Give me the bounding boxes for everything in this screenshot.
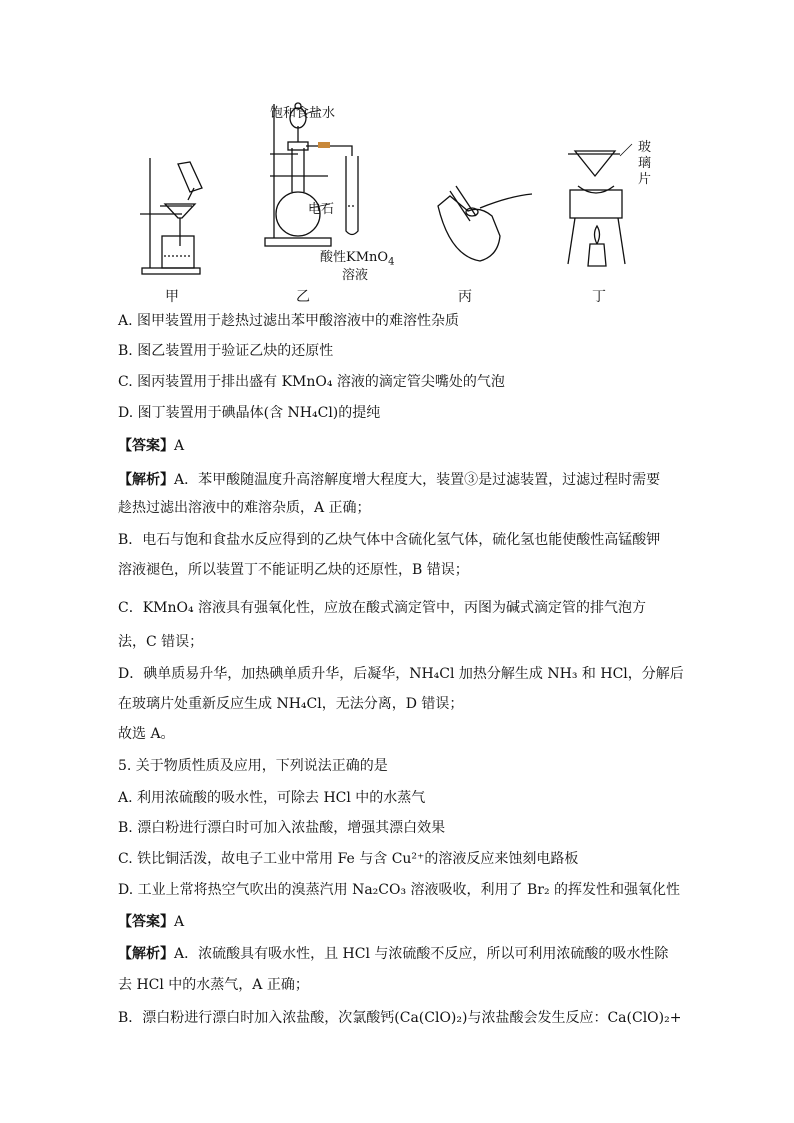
- q4-analysis-line-4: 溶液褪色，所以装置丁不能证明乙炔的还原性，B 错误；: [118, 562, 469, 578]
- apparatus-drawing: [120, 96, 680, 306]
- q4-analysis-line-3: B．电石与饱和食盐水反应得到的乙炔气体中含硫化氢气体，硫化氢也能使酸性高锰酸钾: [118, 532, 661, 548]
- q5-option-a: A. 利用浓硫酸的吸水性，可除去 HCl 中的水蒸气: [118, 790, 426, 806]
- label-acid-kmno4: 酸性KMnO$_4$: [320, 250, 395, 268]
- label-solution: 溶液: [342, 268, 369, 283]
- q5-stem: 5. 关于物质性质及应用，下列说法正确的是: [118, 758, 388, 774]
- label-brine: 饱和食盐水: [270, 106, 336, 121]
- q4-analysis-line-8: 在玻璃片处重新反应生成 NH₄Cl，无法分离，D 错误；: [118, 696, 464, 712]
- apparatus-ding-drawing: [568, 151, 625, 266]
- q5-analysis-line-1: 【解析】A．浓硫酸具有吸水性，且 HCl 与浓硫酸不反应，所以可利用浓硫酸的吸水性除: [118, 946, 669, 962]
- q5-option-c: C. 铁比铜活泼，故电子工业中常用 Fe 与含 Cu²⁺的溶液反应来蚀刻电路板: [118, 851, 579, 867]
- label-glass-plate-1: 玻: [638, 140, 652, 155]
- apparatus-jia-drawing: [140, 158, 202, 274]
- q4-option-d: D. 图丁装置用于碘晶体(含 NH₄Cl)的提纯: [118, 405, 381, 421]
- label-glass-plate-2: 璃: [638, 156, 652, 171]
- caption-ding: 丁: [592, 289, 606, 305]
- q5-analysis-line-2: 去 HCl 中的水蒸气，A 正确；: [118, 977, 309, 993]
- q4-analysis-line-5: C．KMnO₄ 溶液具有强氧化性，应放在酸式滴定管中，丙图为碱式滴定管的排气泡方: [118, 600, 647, 616]
- q5-option-b: B. 漂白粉进行漂白时可加入浓盐酸，增强其漂白效果: [118, 820, 446, 836]
- q4-option-b: B. 图乙装置用于验证乙炔的还原性: [118, 343, 334, 359]
- q4-answer: 【答案】A: [118, 438, 185, 454]
- q5-answer: 【答案】A: [118, 914, 185, 930]
- q5-option-d: D. 工业上常将热空气吹出的溴蒸汽用 Na₂CO₃ 溶液吸收，利用了 Br₂ 的挥发性和强氧化性: [118, 882, 681, 898]
- caption-jia: 甲: [165, 289, 179, 305]
- caption-yi: 乙: [296, 289, 310, 305]
- label-calcium-carbide: 电石: [308, 202, 335, 217]
- q4-analysis-line-6: 法，C 错误；: [118, 634, 204, 650]
- q4-analysis-line-7: D．碘单质易升华，加热碘单质升华，后凝华，NH₄Cl 加热分解生成 NH₃ 和 HCl，分解后: [118, 666, 684, 682]
- apparatus-yi-drawing: [265, 103, 358, 246]
- q5-analysis-line-3: B．漂白粉进行漂白时加入浓盐酸，次氯酸钙(Ca(ClO)₂)与浓盐酸会发生反应：Ca(ClO)₂+: [118, 1010, 682, 1026]
- q4-analysis-line-2: 趁热过滤出溶液中的难溶杂质，A 正确；: [118, 500, 371, 516]
- q4-option-c: C. 图丙装置用于排出盛有 KMnO₄ 溶液的滴定管尖嘴处的气泡: [118, 374, 505, 390]
- label-glass-plate-3: 片: [638, 172, 652, 187]
- q4-option-a: A. 图甲装置用于趁热过滤出苯甲酸溶液中的难溶性杂质: [118, 313, 460, 329]
- apparatus-figure: [120, 96, 680, 306]
- q4-analysis-line-9: 故选 A。: [118, 726, 175, 742]
- apparatus-bing-drawing: [438, 186, 532, 261]
- caption-bing: 丙: [458, 289, 472, 305]
- q4-analysis-line-1: 【解析】A．苯甲酸随温度升高溶解度增大程度大，装置③是过滤装置，过滤过程时需要: [118, 472, 661, 488]
